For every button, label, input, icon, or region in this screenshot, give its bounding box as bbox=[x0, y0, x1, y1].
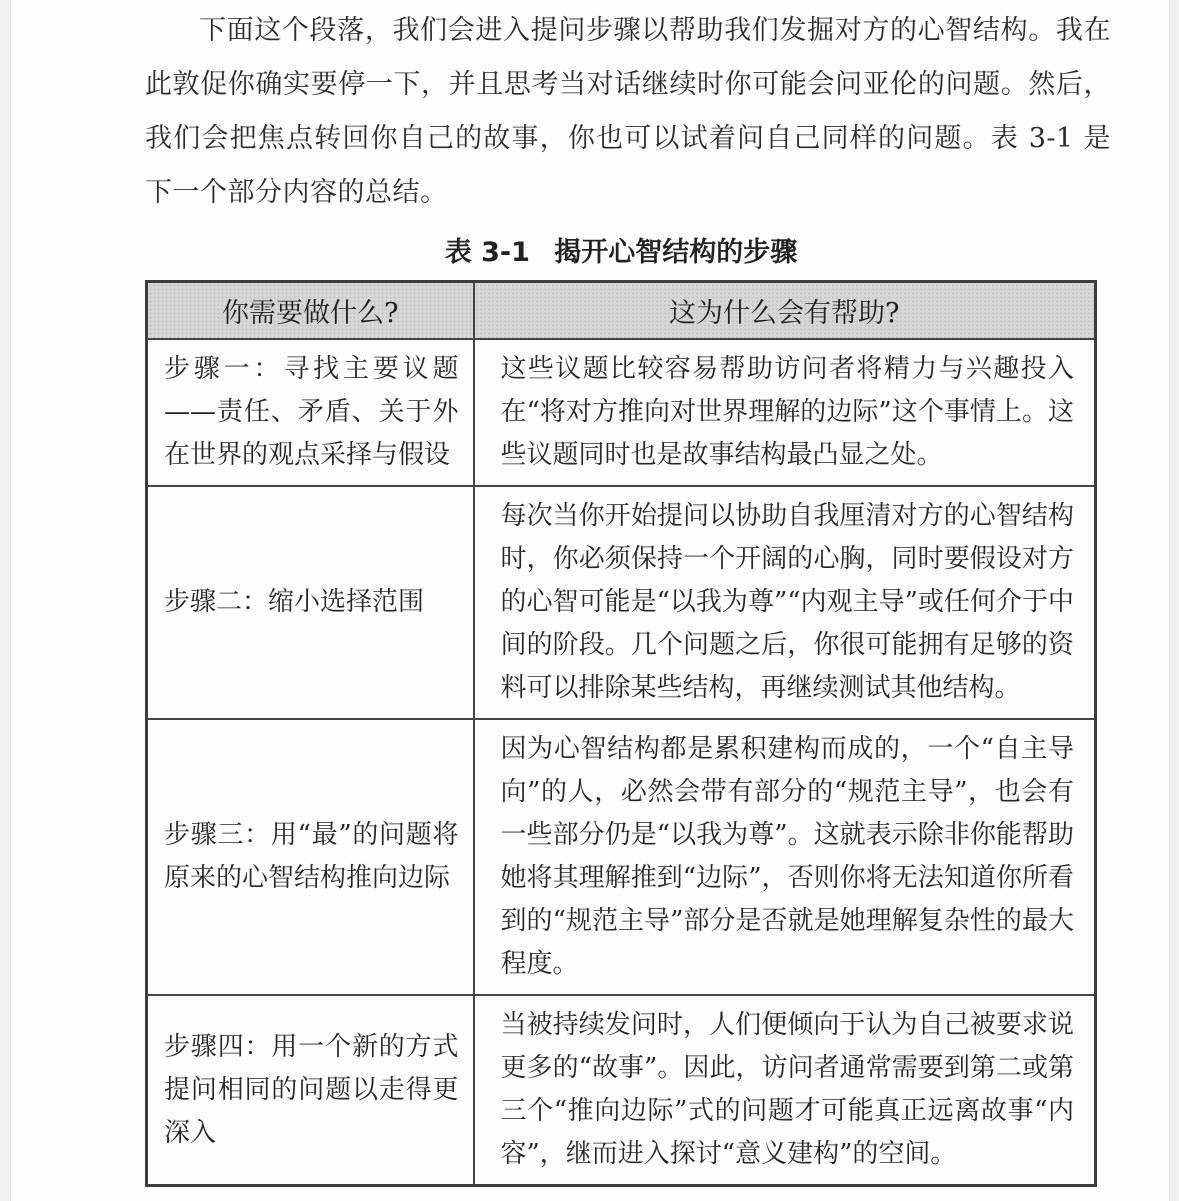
mental-structure-steps-table bbox=[145, 280, 1097, 1187]
cell-step-3-what: 步骤三：用“最”的问题将原来的心智结构推向边际 bbox=[147, 719, 474, 995]
cell-step-3-why: 因为心智结构都是累积建构而成的，一个“自主导向”的人，必然会带有部分的“规范主导”，也会有一些部分仍是“以我为尊”。这就表示除非你能帮助她将其理解推到“边际”，否则你将无法知道你所看到的“规范主导”部分是否就是她理解复杂性的最大程度。 bbox=[474, 719, 1096, 995]
table-caption-number: 表 3-1 bbox=[444, 237, 530, 268]
table-header-row bbox=[147, 282, 1096, 340]
cell-step-1-why: 这些议题比较容易帮助访问者将精力与兴趣投入在“将对方推向对世界理解的边际”这个事情上。这些议题同时也是故事结构最凸显之处。 bbox=[474, 339, 1096, 486]
table-caption bbox=[145, 236, 1097, 270]
table-caption-title: 揭开心智结构的步骤 bbox=[554, 237, 798, 268]
cell-step-4-what: 步骤四：用一个新的方式提问相同的问题以走得更深入 bbox=[147, 995, 474, 1186]
intro-paragraph: 下面这个段落，我们会进入提问步骤以帮助我们发掘对方的心智结构。我在此敦促你确实要停一下，并且思考当对话继续时你可能会问亚伦的问题。然后，我们会把焦点转回你自己的故事，你也可以试着问自己同样的问题。表 3-1 是下一个部分内容的总结。 bbox=[145, 15, 1111, 208]
cell-step-2-what: 步骤二：缩小选择范围 bbox=[147, 486, 474, 719]
page-left-edge-shadow bbox=[0, 0, 11, 1201]
column-header-why: 这为什么会有帮助? bbox=[474, 282, 1096, 340]
table-row bbox=[147, 486, 1096, 719]
table-row bbox=[147, 995, 1096, 1186]
column-header-what: 你需要做什么? bbox=[147, 282, 474, 340]
table-row bbox=[147, 339, 1096, 486]
cell-step-4-why: 当被持续发问时，人们便倾向于认为自己被要求说更多的“故事”。因此，访问者通常需要到第二或第三个“推向边际”式的问题才可能真正远离故事“内容”，继而进入探讨“意义建构”的空间。 bbox=[474, 995, 1096, 1186]
page-right-edge-shadow bbox=[1169, 0, 1179, 1201]
page-content bbox=[145, 0, 1111, 1187]
table-row bbox=[147, 719, 1096, 995]
cell-step-1-what: 步骤一：寻找主要议题——责任、矛盾、关于外在世界的观点采择与假设 bbox=[147, 339, 474, 486]
cell-step-2-why: 每次当你开始提问以协助自我厘清对方的心智结构时，你必须保持一个开阔的心胸，同时要假设对方的心智可能是“以我为尊”“内观主导”或任何介于中间的阶段。几个问题之后，你很可能拥有足够的资料可以排除某些结构，再继续测试其他结构。 bbox=[474, 486, 1096, 719]
